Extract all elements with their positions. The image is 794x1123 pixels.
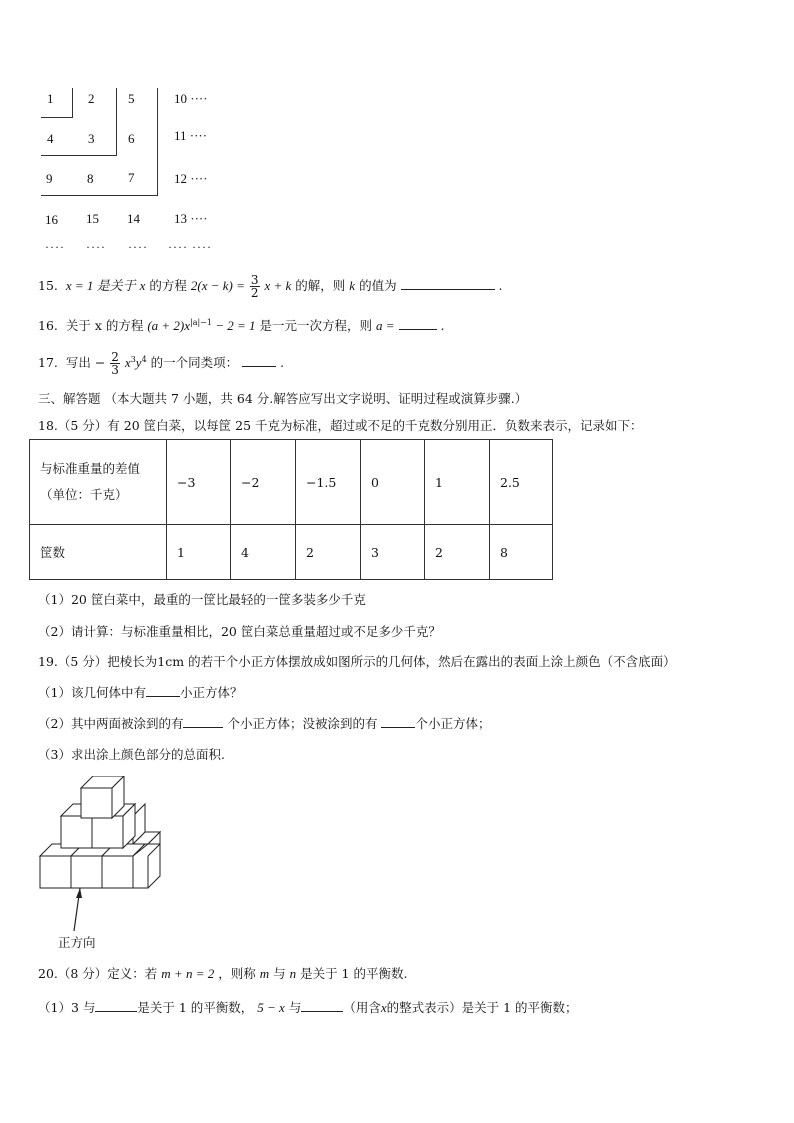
- answer-blank[interactable]: [401, 277, 495, 290]
- spiral-cell: 15: [86, 211, 99, 226]
- question-text: 是关于 1 的平衡数.: [300, 966, 408, 981]
- table-cell: 1: [167, 525, 231, 580]
- fraction: $\frac{3}{2}$: [250, 273, 259, 300]
- spiral-cell: 7: [128, 170, 135, 185]
- spiral-dots: ····: [45, 240, 65, 254]
- question-text: （2）其中两面被涂到的有: [38, 716, 184, 731]
- weight-table: [29, 439, 553, 580]
- question-text: （1）该几何体中有: [38, 685, 146, 700]
- question-19-sub2: [38, 714, 490, 732]
- section-label: 三、解答题: [38, 391, 101, 406]
- figure-label: 正方向: [58, 935, 96, 950]
- period: .: [498, 278, 503, 293]
- spiral-cell: 1: [47, 91, 54, 106]
- question-text: 是一元一次方程，则: [259, 318, 373, 333]
- question-20-text: [38, 964, 407, 982]
- row-label-unit: （单位：千克）: [40, 487, 128, 502]
- table-cell: 2: [425, 525, 490, 580]
- exponent: 4: [141, 354, 147, 364]
- question-number: 15.: [38, 278, 58, 293]
- math-expression: a =: [376, 318, 395, 333]
- question-text: 与: [288, 1000, 302, 1015]
- math-variable: x: [139, 278, 146, 293]
- question-18-sub2: （2）请计算：与标准重量相比，20 筐白菜总重量超过或不足多少千克？: [38, 624, 441, 639]
- question-number: 16.: [38, 318, 58, 333]
- exponent: |a|−1: [190, 317, 212, 327]
- question-text: （用含: [343, 1000, 381, 1015]
- answer-blank[interactable]: [381, 715, 415, 728]
- section-heading: [38, 389, 527, 407]
- table-row: [30, 525, 553, 580]
- math-variable: n: [289, 966, 297, 981]
- spiral-cell: 6: [128, 131, 135, 146]
- spiral-dots: ····: [86, 240, 106, 254]
- spiral-line: [157, 88, 158, 196]
- spiral-cell: 3: [88, 131, 95, 146]
- math-variable: x: [380, 1000, 387, 1015]
- spiral-cell: 11 ····: [174, 128, 208, 143]
- question-text: 是关于 1 的平衡数，: [137, 1000, 254, 1015]
- spiral-cell: 10 ····: [174, 91, 208, 106]
- math-expression: − 2 = 1: [211, 318, 256, 333]
- table-header-cell: 筐数: [30, 525, 167, 580]
- question-20-sub1: [38, 998, 578, 1016]
- question-text: 个小正方体；没被涂到的有: [227, 716, 378, 731]
- question-18-text: 18.（5 分）有 20 筐白菜，以每筐 25 千克为标准，超过或不足的千克数分别用正．负数来表示，记录如下：: [38, 418, 643, 433]
- math-expression: x = 1 是关于: [65, 278, 136, 293]
- math-variable: y: [135, 355, 142, 370]
- spiral-line: [41, 117, 73, 118]
- math-variable: m: [259, 966, 270, 981]
- table-cell: −2: [231, 440, 296, 525]
- question-text: 与: [273, 966, 286, 981]
- spiral-line: [72, 88, 73, 118]
- table-cell: 0: [361, 440, 425, 525]
- math-expression: (a + 2)x: [147, 318, 191, 333]
- question-15: [38, 274, 503, 299]
- math-expression: 5 − x: [257, 1000, 285, 1015]
- question-text: 写出 −: [65, 355, 106, 370]
- table-cell: 2: [296, 525, 361, 580]
- cube-figure: [36, 776, 166, 952]
- exponent: 3: [130, 354, 136, 364]
- fraction: $\frac{2}{3}$: [111, 350, 119, 377]
- question-text: （1）3 与: [38, 1000, 96, 1015]
- answer-blank[interactable]: [146, 684, 180, 697]
- spiral-line: [41, 155, 117, 156]
- period: .: [440, 318, 445, 333]
- table-row: [30, 440, 553, 525]
- spiral-cell: 5: [128, 91, 135, 106]
- question-text: 的解，则: [295, 278, 346, 293]
- question-text: 关于 x 的方程: [65, 318, 144, 333]
- spiral-line: [41, 195, 158, 196]
- table-cell: 2.5: [490, 440, 553, 525]
- spiral-cell: 16: [45, 212, 58, 227]
- math-expression: 2(x − k) =: [190, 278, 245, 293]
- question-19-sub1: [38, 683, 242, 701]
- answer-blank[interactable]: [95, 999, 137, 1012]
- question-text: 的值为: [359, 278, 397, 293]
- table-header-cell: [30, 440, 167, 525]
- question-16: [38, 316, 445, 334]
- spiral-cell: 2: [88, 91, 95, 106]
- question-19-text: 19.（5 分）把棱长为1cm 的若干个小正方体摆放成如图所示的几何体，然后在露出的表面上涂上颜色（不含底面）: [38, 654, 676, 669]
- table-cell: 3: [361, 525, 425, 580]
- question-text: 小正方体？: [179, 685, 243, 700]
- table-cell: 8: [490, 525, 553, 580]
- question-text: 的方程: [149, 278, 187, 293]
- spiral-line: [116, 88, 117, 156]
- question-text: ，则称: [218, 966, 256, 981]
- math-expression: m + n = 2: [161, 966, 215, 981]
- table-cell: 4: [231, 525, 296, 580]
- table-cell: 1: [425, 440, 490, 525]
- math-variable: x: [124, 355, 131, 370]
- answer-blank[interactable]: [242, 354, 276, 367]
- math-variable: k: [349, 278, 356, 293]
- question-text: 20.（8 分）定义：若: [38, 966, 158, 981]
- answer-blank[interactable]: [183, 715, 223, 728]
- answer-blank[interactable]: [399, 317, 437, 330]
- question-text: 的一个同类项：: [150, 355, 239, 370]
- answer-blank[interactable]: [301, 999, 343, 1012]
- question-19-sub3: （3）求出涂上颜色部分的总面积.: [38, 747, 225, 762]
- spiral-cell: 8: [87, 171, 94, 186]
- spiral-cell: 13 ····: [174, 211, 208, 226]
- math-expression: x + k: [264, 278, 292, 293]
- question-text: 的整式表示）是关于 1 的平衡数；: [386, 1000, 578, 1015]
- spiral-dots: ····: [128, 240, 148, 254]
- spiral-cell: 4: [47, 131, 54, 146]
- row-label: 与标准重量的差值: [40, 461, 141, 476]
- question-text: 个小正方体；: [415, 716, 491, 731]
- question-number: 17.: [38, 355, 58, 370]
- section-note: （本大题共 7 小题，共 64 分.解答应写出文字说明、证明过程或演算步骤.）: [104, 391, 528, 406]
- spiral-cell: 12 ····: [174, 171, 208, 186]
- period: .: [280, 355, 285, 370]
- table-cell: −3: [167, 440, 231, 525]
- spiral-cell: 14: [127, 211, 140, 226]
- table-cell: −1.5: [296, 440, 361, 525]
- question-17: [38, 351, 284, 376]
- spiral-cell: 9: [46, 171, 53, 186]
- spiral-dots: ···· ····: [168, 240, 212, 254]
- question-18-sub1: （1）20 筐白菜中，最重的一筐比最轻的一筐多装多少千克: [38, 592, 366, 607]
